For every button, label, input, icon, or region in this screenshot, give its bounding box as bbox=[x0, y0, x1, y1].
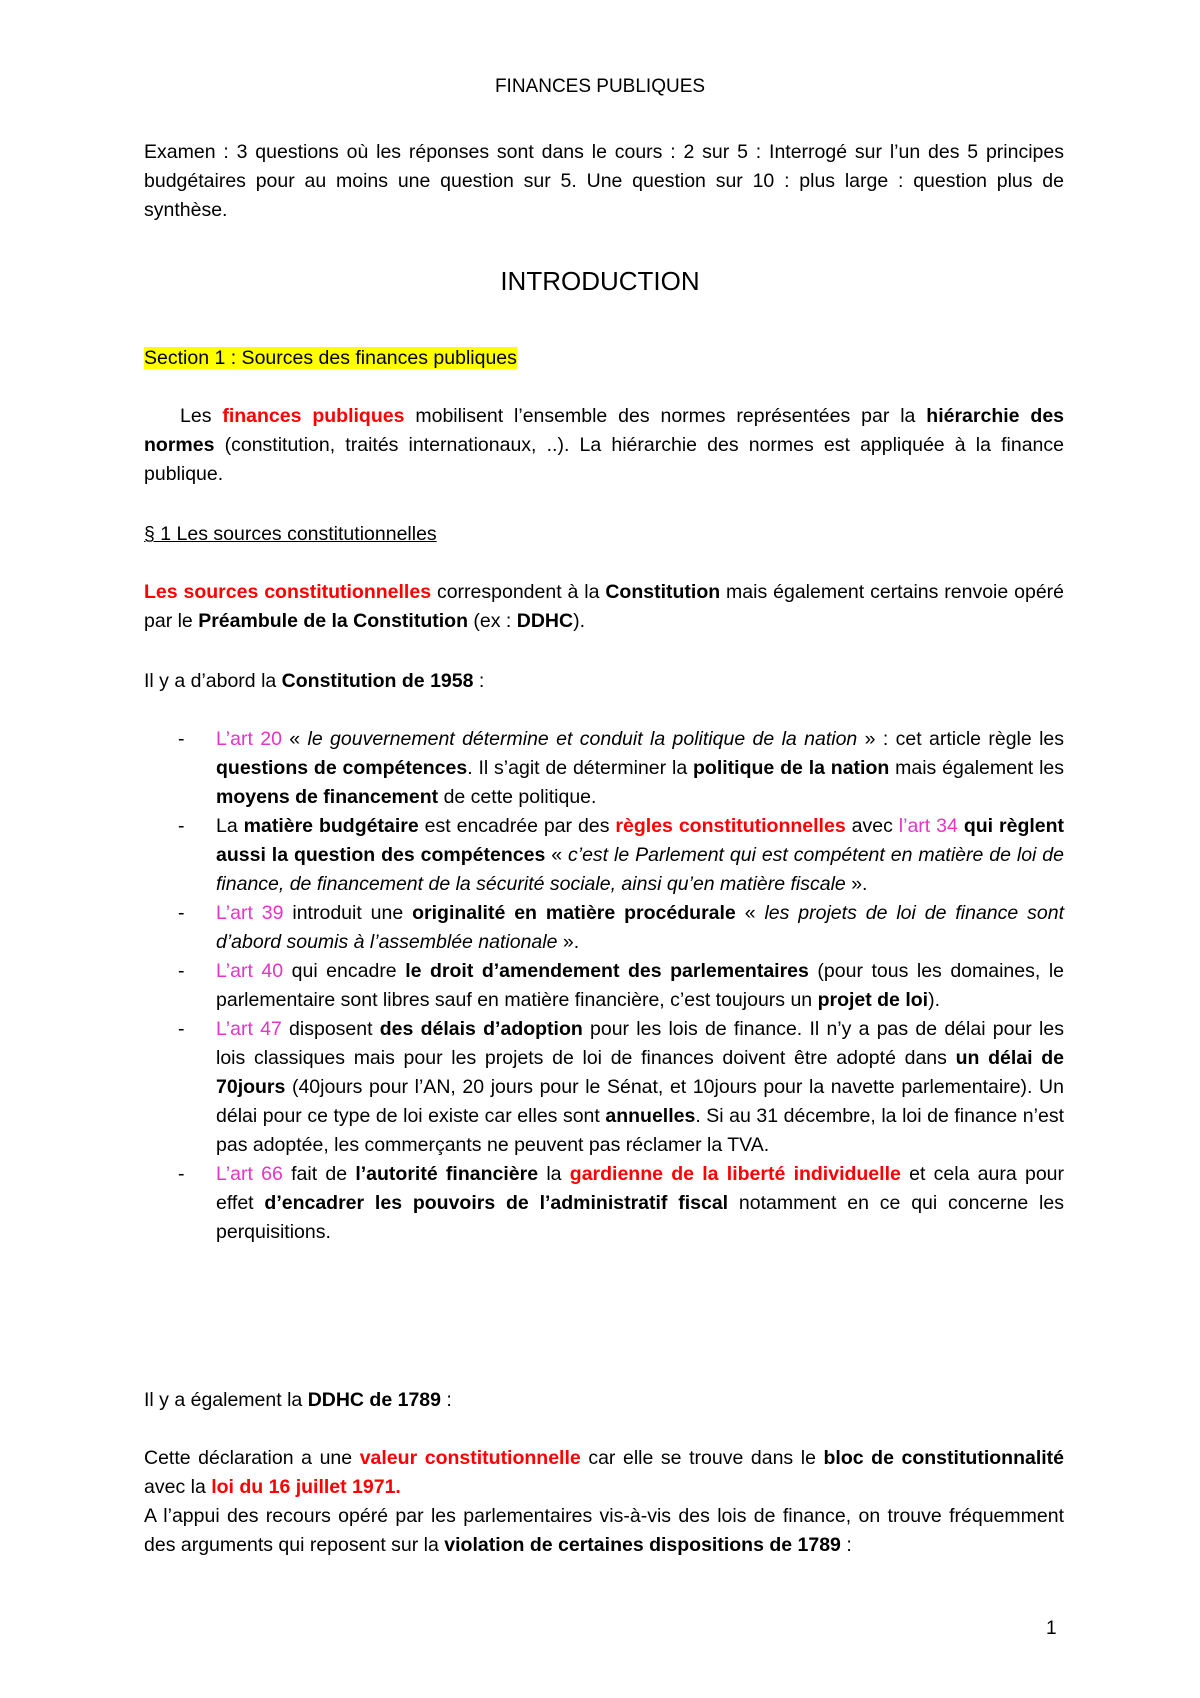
list-dash: - bbox=[178, 902, 185, 924]
article-ref: L’art 66 bbox=[216, 1163, 283, 1185]
section-1-heading-text: Section 1 : Sources des finances publiques bbox=[144, 347, 517, 369]
paragraph-ddhc: Il y a également la DDHC de 1789 : bbox=[144, 1389, 452, 1411]
paragraph-sources-constitutionnelles: Les sources constitutionnelles correspondent à la Constitution mais également certains renvoie opéré par le Préambule de la Constitution (ex : DDHC). bbox=[144, 581, 1065, 632]
list-dash: - bbox=[178, 728, 185, 750]
list-item-art34: - La matière budgétaire est encadrée par des règles constitutionnelles avec l’art 34 qui règlent aussi la question des compétences « c’est le Parlement qui est compétent en matière de loi de finance, de financement de la sécurité sociale, ainsi qu’en matière fiscale ». bbox=[144, 812, 1064, 899]
paragraph-constitution-1958: Il y a d’abord la Constitution de 1958 : bbox=[144, 670, 485, 692]
paragraph-hierarchy: Les finances publiques mobilisent l’ensemble des normes représentées par la hiérarchie des normes (constitution, traités internationaux, ..). La hiérarchie des normes est appliquée à la finance publique. bbox=[144, 405, 1065, 485]
list-item-art40: - L’art 40 qui encadre le droit d’amendement des parlementaires (pour tous les domaines, le parlementaire sont libres sauf en matière financière, c’est toujours un projet de loi). bbox=[144, 957, 1064, 1015]
term-sources-constitutionnelles: Les sources constitutionnelles bbox=[144, 581, 432, 603]
list-item-art20: - L’art 20 « le gouvernement détermine et conduit la politique de la nation » : cet article règle les questions de compétences. Il s’agit de déterminer la politique de la nation mais également les moyens de financement de cette politique. bbox=[144, 725, 1064, 812]
subsection-heading: § 1 Les sources constitutionnelles bbox=[144, 523, 437, 545]
exam-note: Examen : 3 questions où les réponses sont dans le cours : 2 sur 5 : Interrogé sur l’un des 5 principes budgétaires pour au moins une question sur 5. Une question sur 10 : plus large : question plus de synthèse. bbox=[144, 141, 1064, 221]
paragraph-declaration: Cette déclaration a une valeur constitutionnelle car elle se trouve dans le bloc de constitutionnalité avec la loi du 16 juillet 1971. A l’appui des recours opéré par les parlementaires vis-à-vis des lois de finance, on trouve fréquemment des arguments qui reposent sur la violation de certaines dispositions de 1789 : bbox=[144, 1447, 1065, 1556]
list-item-art39: - L’art 39 introduit une originalité en matière procédurale « les projets de loi de finance sont d’abord soumis à l’assemblée nationale ». bbox=[144, 899, 1064, 957]
list-dash: - bbox=[178, 815, 185, 837]
articles-list bbox=[144, 725, 1064, 1247]
list-dash: - bbox=[178, 1163, 185, 1185]
article-ref: l’art 34 bbox=[898, 815, 958, 837]
term-finances-publiques: finances publiques bbox=[222, 405, 405, 427]
list-item-art66: - L’art 66 fait de l’autorité financière la gardienne de la liberté individuelle et cela aura pour effet d’encadrer les pouvoirs de l’administratif fiscal notamment en ce qui concerne les perquisitions. bbox=[144, 1160, 1064, 1247]
article-ref: L’art 39 bbox=[216, 902, 284, 924]
term-hierarchie-des-normes: hiérarchie des normes bbox=[144, 405, 1065, 456]
article-ref: L’art 40 bbox=[216, 960, 284, 982]
document-title: FINANCES PUBLIQUES bbox=[494, 76, 706, 97]
article-ref: L’art 47 bbox=[216, 1018, 282, 1040]
section-1-heading bbox=[144, 344, 517, 373]
introduction-heading: INTRODUCTION bbox=[500, 266, 700, 296]
page-number: 1 bbox=[1046, 1618, 1057, 1639]
list-item-art47: - L’art 47 disposent des délais d’adoption pour les lois de finance. Il n’y a pas de délai pour les lois classiques mais pour les projets de loi de finances doivent être adopté dans un délai de 70jours (40jours pour l’AN, 20 jours pour le Sénat, et 10jours pour la navette parlementaire). Un délai pour ce type de loi existe car elles sont annuelles. Si au 31 décembre, la loi de finance n’est pas adoptée, les commerçants ne peuvent pas réclamer la TVA. bbox=[144, 1015, 1064, 1160]
list-dash: - bbox=[178, 960, 185, 982]
list-dash: - bbox=[178, 1018, 185, 1040]
article-ref: L’art 20 bbox=[216, 728, 282, 750]
